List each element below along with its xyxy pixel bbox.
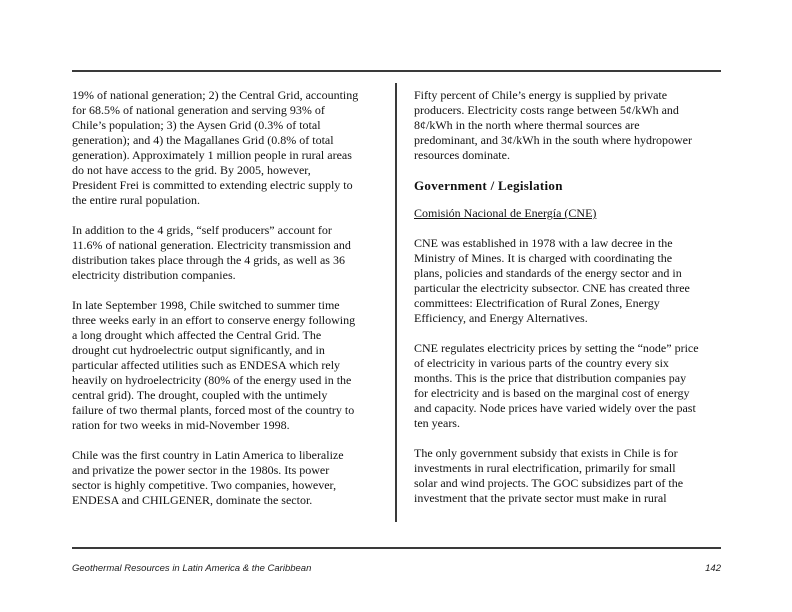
text-line: do not have access to the grid. By 2005, however, — [72, 163, 311, 177]
text-line: Chile’s population; 3) the Aysen Grid (0.3% of total — [72, 118, 321, 132]
text-line: committees: Electrification of Rural Zones, Energy — [414, 296, 660, 310]
text-line: for 68.5% of national generation and serving 93% of — [72, 103, 325, 117]
text-line: 11.6% of national generation. Electricity transmission and — [72, 238, 351, 252]
text-line: sector is highly competitive. Two companies, however, — [72, 478, 337, 492]
text-line: and capacity. Node prices have varied widely over the past — [414, 401, 696, 415]
text-line: of electricity in various parts of the country every six — [414, 356, 669, 370]
text-line: In addition to the 4 grids, “self producers” account for — [72, 223, 332, 237]
text-line: plans, policies and standards of the energy sector and in — [414, 266, 682, 280]
footer-document-title: Geothermal Resources in Latin America & the Caribbean — [72, 563, 312, 574]
text-line: a long drought which affected the Central Grid. The — [72, 328, 322, 342]
text-line: months. This is the price that distribution companies pay — [414, 371, 687, 385]
text-line: ration for two weeks in mid-November 1998. — [72, 418, 290, 432]
paragraph-cne-established — [414, 236, 704, 326]
text-line: 19% of national generation; 2) the Central Grid, accounting — [72, 88, 359, 102]
text-line: central grid). The drought, coupled with the untimely — [72, 388, 328, 402]
text-line: ENDESA and CHILGENER, dominate the sector. — [72, 493, 313, 507]
text-line: solar and wind projects. The GOC subsidizes part of the — [414, 476, 684, 490]
text-line: Fifty percent of Chile’s energy is supplied by private — [414, 88, 668, 102]
text-line: generation). Approximately 1 million people in rural areas — [72, 148, 352, 162]
text-line: failure of two thermal plants, forced most of the country to — [72, 403, 355, 417]
paragraph-drought — [72, 298, 356, 433]
section-heading: Government / Legislation — [414, 178, 563, 193]
paragraph-energy-supply — [414, 88, 704, 163]
subsection-heading: Comisión Nacional de Energía (CNE) — [414, 206, 597, 220]
text-line: producers. Electricity costs range between 5¢/kWh and — [414, 103, 679, 117]
text-line: three weeks early in an effort to conserve energy following — [72, 313, 356, 327]
text-line: distribution takes place through the 4 grids, as well as 36 — [72, 253, 345, 267]
paragraph-grids — [72, 88, 359, 208]
right-column — [414, 88, 704, 521]
text-line: ten years. — [414, 416, 460, 430]
paragraph-self-producers — [72, 223, 352, 283]
paragraph-subsidy — [414, 446, 704, 506]
text-line: predominant, and 3¢/kWh in the south where hydropower — [414, 133, 692, 147]
text-line: electricity distribution companies. — [72, 268, 236, 282]
text-line: investment that the private sector must make in rural — [414, 491, 667, 505]
paragraph-liberalize — [72, 448, 352, 508]
text-line: the entire rural population. — [72, 193, 200, 207]
footer-rule — [72, 547, 721, 549]
text-line: particular affected utilities such as ENDESA which rely — [72, 358, 341, 372]
text-line: resources dominate. — [414, 148, 510, 162]
text-line: generation); and 4) the Magallanes Grid (0.8% of total — [72, 133, 334, 147]
text-line: 8¢/kWh in the north where thermal sources are — [414, 118, 640, 132]
text-line: and privatize the power sector in the 1980s. Its power — [72, 463, 330, 477]
text-line: investments in rural electrification, primarily for small — [414, 461, 676, 475]
column-divider — [395, 83, 397, 522]
text-line: heavily on hydroelectricity (80% of the energy used in the — [72, 373, 352, 387]
text-line: In late September 1998, Chile switched to summer time — [72, 298, 340, 312]
text-line: for electricity and is based on the marginal cost of energy — [414, 386, 690, 400]
text-line: The only government subsidy that exists in Chile is for — [414, 446, 678, 460]
text-line: Chile was the first country in Latin America to liberalize — [72, 448, 344, 462]
text-line: Ministry of Mines. It is charged with coordinating the — [414, 251, 673, 265]
page-number: 142 — [705, 563, 721, 574]
text-line: President Frei is committed to extending electric supply to — [72, 178, 353, 192]
text-line: particular the electricity subsector. CNE has created three — [414, 281, 690, 295]
text-line: drought cut hydroelectric output significantly, and in — [72, 343, 325, 357]
left-column — [72, 88, 359, 523]
text-line: CNE was established in 1978 with a law decree in the — [414, 236, 673, 250]
header-rule — [72, 70, 721, 72]
paragraph-node-price — [414, 341, 704, 431]
text-line: Efficiency, and Energy Alternatives. — [414, 311, 588, 325]
text-line: CNE regulates electricity prices by setting the “node” price — [414, 341, 699, 355]
